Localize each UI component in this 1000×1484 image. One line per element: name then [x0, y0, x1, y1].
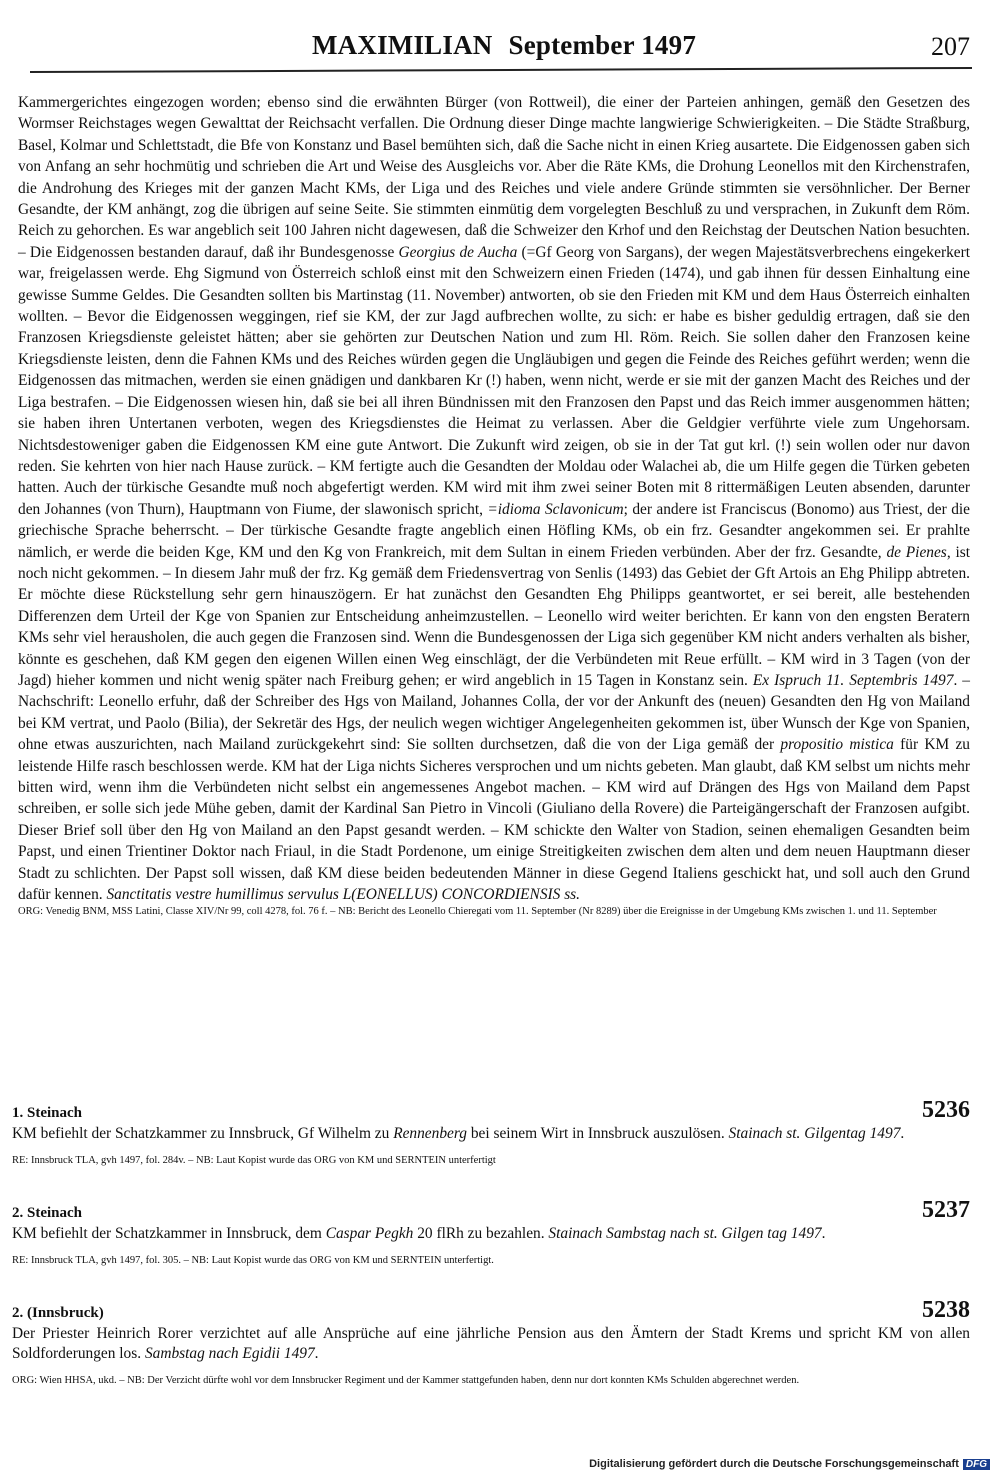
- italic-term: propositio mistica: [780, 736, 894, 754]
- entry-place: 1. Steinach: [12, 1105, 83, 1121]
- italic-name: Rennenberg: [393, 1125, 467, 1142]
- entry-head: [12, 1296, 970, 1324]
- running-title-name: MAXIMILIAN: [312, 30, 493, 60]
- text-run: bei seinem Wirt in Innsbruck auszulösen.: [466, 1125, 729, 1142]
- entry-text: [12, 1224, 970, 1244]
- running-title-date: September 1497: [508, 30, 697, 60]
- entry-head: [12, 1096, 970, 1124]
- main-paragraph: [18, 92, 970, 905]
- italic-name: Caspar Pegkh: [325, 1225, 414, 1242]
- entry-number: 5238: [922, 1297, 970, 1323]
- entry-head: [12, 1196, 970, 1224]
- text-run: .: [821, 1225, 826, 1242]
- text-run: , ist noch nicht gekommen. – In diesem Jahr muß der frz. Kg gemäß dem Friedensvertrag von Senlis (1493) das Gebiet der Gft Artois an Ehg Philipp abtreten. Er möchte diese Rückstellung sehr gern hinauszögern. Er hat zunächst den Gesandten Ehg Philipps geantwortet, er sei bereit, alle bestehenden Differenzen dem Urteil der Kge von Spanien zur Entscheidung anheimzustellen. – Leonello wird weiter berichten. Er kann von den engsten Beratern KMs sehr viel herausholen, die auch gegen die Franzosen sind. Wenn die Bundesgenossen der Liga sich gegenüber KM nicht anders verhalten als bisher, könnte es geschehen, daß KM gegen den eigenen Willen einen Weg einschlägt, der die Verbündeten mit Reue erfüllt. – KM wird in 3 Tagen (von der Jagd) hieher kommen und nicht wenig später nach Freiburg gehen; er wird angeblich in 15 Tagen in Konstanz sein.: [18, 543, 970, 689]
- italic-dateline: Stainach Sambstag nach st. Gilgen tag 1497: [548, 1225, 822, 1242]
- main-text: [18, 92, 970, 919]
- footer-text: Digitalisierung gefördert durch die Deutsche Forschungsgemeinschaft: [589, 1458, 959, 1470]
- entry-place: 2. Steinach: [12, 1205, 83, 1221]
- entry-note: ORG: Wien HHSA, ukd. – NB: Der Verzicht dürfte wohl vor dem Innsbrucker Regiment und der Kammer stattgefunden haben, denn nur dort konnten KMs Schulden abgerechnet werden.: [12, 1375, 800, 1386]
- text-run: 20 flRh zu bezahlen.: [413, 1225, 549, 1242]
- entry-number: 5237: [922, 1197, 970, 1223]
- italic-name: de Pienes: [886, 543, 947, 561]
- text-run: Der Priester Heinrich Rorer verzichtet auf alle Ansprüche auf eine jährliche Pension aus den Ämtern der Stadt Krems und spricht KM von allen Soldforderungen los.: [12, 1325, 970, 1362]
- italic-dateline: Sambstag nach Egidii 1497: [144, 1345, 315, 1362]
- footer-credit: [589, 1458, 990, 1470]
- text-run: KM befiehlt der Schatzkammer in Innsbruck, dem: [12, 1225, 326, 1242]
- page-header: [0, 30, 1000, 70]
- italic-closing: Sanctitatis vestre humillimus servulus L(EONELLUS) CONCORDIENSIS ss.: [106, 886, 581, 904]
- text-run: KM befiehlt der Schatzkammer zu Innsbruck, Gf Wilhelm zu: [12, 1125, 394, 1142]
- source-note: ORG: Venedig BNM, MSS Latini, Classe XIV/Nr 99, coll 4278, fol. 76 f. – NB: Bericht des Leonello Chieregati vom 11. September (Nr 8289) über die Ereignisse in der Umgebung KMs zwischen 1. und 11. September: [18, 906, 937, 918]
- page-number: 207: [931, 32, 970, 61]
- entry-note: RE: Innsbruck TLA, gvh 1497, fol. 284v. – NB: Laut Kopist wurde das ORG von KM und SERNTEIN unterfertigt: [12, 1155, 496, 1166]
- italic-quote: =idioma Sclavonicum: [487, 500, 624, 518]
- entry-5237: [12, 1196, 970, 1268]
- entry-note: RE: Innsbruck TLA, gvh 1497, fol. 305. – NB: Laut Kopist wurde das ORG von KM und SERNTEIN unterfertigt.: [12, 1255, 494, 1266]
- text-run: ; der andere ist Franciscus (Bonomo) aus Triest, der die griechische Sprache beherrscht. – Der türkische Gesandte fragte angeblich einen Höfling KMs, ob ein frz. Gesandter angekommen sei. Er prahlte nämlich, er werde die beiden Kge, KM und den Kg von Frankreich, mit dem Sultan in einem Frieden verbünden. Aber der frz. Gesandte,: [18, 500, 970, 561]
- dfg-logo-icon: DFG: [963, 1459, 990, 1470]
- text-run: Kammergerichtes eingezogen worden; ebenso sind die erwähnten Bürger (von Rottweil), die einer der Parteien anhingen, gemäß den Gesetzen des Wormser Reichstages wegen Gewalttat der Reichsacht verfallen. Die Ordnung dieser Dinge machte langwierige Schwierigkeiten. – Die Städte Straßburg, Basel, Kolmar und Schlettstadt, die Bfe von Konstanz und Basel bemühten sich, daß die Sache nicht in einen Krieg ausartete. Die Eidgenossen gaben sich von Anfang an sehr hochmütig und schrieben die Art und Weise des Ausgleichs vor. Aber die Räte KMs, die Drohung Leonellos mit den Kirchenstrafen, die Androhung des Krieges mit der ganzen Macht KMs, der Liga und des Reiches und viele andere Gründe stimmten sie versöhnlicher. Der Berner Gesandte, der KM anhängt, zog die übrigen auf seine Seite. Sie stimmten einmütig dem vorgelegten Beschluß zu und versprachen, in Zukunft dem Röm. Reich zu gehorchen. Es war angeblich seit 100 Jahren nicht dagewesen, daß die Schweizer den Krhof und den Reichstag der Deutschen Nation besuchten. – Die Eidgenossen bestanden darauf, daß ihr Bundesgenosse: [18, 94, 970, 261]
- italic-dateline: Stainach st. Gilgentag 1497: [728, 1125, 901, 1142]
- text-run: für KM zu leistende Hilfe rasch beschlossen werde. KM hat der Liga nichts Sicheres versprochen und um nichts gebeten. Man glaubt, daß KM selbst um nichts mehr bitten wird, wenn ihm die Verbündeten nicht selbst ein angemessenes Angebot machen. – KM wird auf Drängen des Hgs von Mailand dem Papst schreiben, er solle sich jede Mühe geben, damit der Kardinal San Pietro in Vincoli (Giuliano della Rovere) die Parteigängerschaft der Franzosen aufgibt. Dieser Brief soll über den Hg von Mailand an den Papst gesandt werden. – KM schickte den Walter von Stadion, seinen ehemaligen Gesandten beim Papst, und einen Trientiner Doktor nach Friaul, in die Stadt Pordenone, um einige Streitigkeiten zwischen dem alten und dem neuen Hauptmann dieser Stadt zu schlichten. Der Papst soll wissen, daß KM diese beiden bedeutenden Männer in diese Gegend Italiens geschickt hat, und soll auch den Grund dafür kennen.: [18, 736, 970, 904]
- entry-number: 5236: [922, 1097, 970, 1123]
- italic-name: Georgius de Aucha: [398, 243, 518, 261]
- entry-text: [12, 1124, 970, 1144]
- text-run: .: [900, 1125, 905, 1142]
- italic-dateline: Ex Ispruch 11. Septembris 1497: [752, 671, 954, 689]
- entry-text: [12, 1324, 970, 1364]
- entry-5238: [12, 1296, 970, 1388]
- entry-5236: [12, 1096, 970, 1168]
- text-run: . – Nachschrift: Leonello erfuhr, daß der Schreiber des Hgs von Mailand, Johannes Colla, der vor der Ankunft des (neuen) Gesandten den Hg von Mailand bei KM vertrat, und Paolo (Bilia), der Sekretär des Hgs, der neulich wegen wichtiger Angelegenheiten gekommen ist, über Wunsch der Kge von Spanien, ohne etwas auszurichten, nach Mailand zurückgekehrt sind: Sie sollten durchsetzen, daß die von der Liga gemäß der: [18, 671, 970, 754]
- text-run: (=Gf Georg von Sargans), der wegen Majestätsverbrechens eingekerkert war, freigelassen werde. Ehg Sigmund von Österreich schloß einst mit den Schweizern einen Frieden (1474), und gab ihnen für dessen Einhaltung eine gewisse Summe Geldes. Die Gesandten sollten bis Martinstag (11. November) antworten, ob sie den Frieden mit KM und dem Haus Österreich einhalten wollten. – Bevor die Eidgenossen weggingen, rief sie KM, der zur Jagd aufbrechen wollte, zu sich: er habe es bisher geduldig ertragen, daß sie den Franzosen Kriegsdienste geleistet hätten; aber sie gehörten zur Deutschen Nation und zum Hl. Röm. Reich. Sie sollen daher den Franzosen keine Kriegsdienste leisten, denn die Fahnen KMs und des Reiches würden gegen die Ungläubigen und gegen die Feinde des Reiches geführt werden; wenn die Eidgenossen das mitmachen, werden sie einen gnädigen und dankbaren Kr (!) haben, wenn nicht, werde er sie mit der ganzen Macht des Reiches und der Liga bestrafen. – Die Eidgenossen wiesen hin, daß sie bei all ihren Bündnissen mit den Franzosen den Papst und das Reich immer ausgenommen hätten; sie haben ihren Untertanen verboten, wegen des Kriegsdienstes die Heimat zu verlassen. Aber die Geldgier verführte viele zum Ungehorsam. Nichtsdestoweniger gaben die Eidgenossen KM eine gute Antwort. Die Zukunft wird zeigen, ob sie in der Tat gut krl. (!) sein wollen oder nur davon reden. Sie kehrten von hier nach Hause zurück. – KM fertigte auch die Gesandten der Moldau oder Walachei ab, die um Hilfe gegen die Türken gebeten hatten. Auch der türkische Gesandte muß noch abgefertigt werden. KM wird mit ihm zwei seiner Boten mit 8 rittermäßigen Leuten absenden, darunter den Johannes (von Thurn), Hauptmann von Fiume, der slawonisch spricht,: [18, 243, 970, 518]
- entry-place: 2. (Innsbruck): [12, 1305, 104, 1321]
- text-run: .: [314, 1345, 319, 1362]
- running-title: [312, 30, 696, 61]
